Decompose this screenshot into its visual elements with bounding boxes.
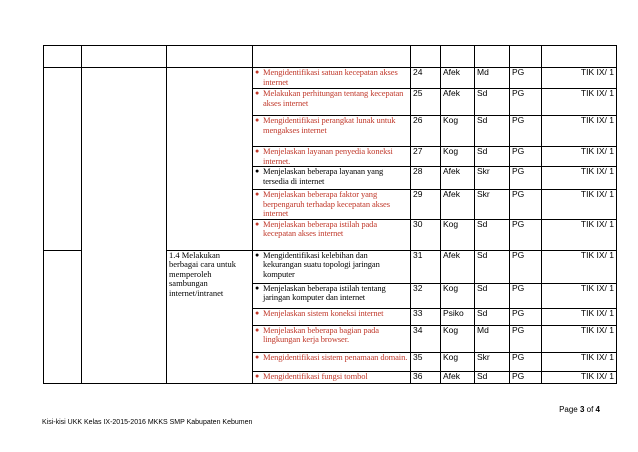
question-number: 25	[411, 89, 441, 116]
cognitive-level: Afek	[441, 190, 475, 220]
left-empty-cell	[82, 68, 167, 384]
question-code: TIK IX/ 1	[542, 89, 617, 116]
indicator-text: Mengidentifikasi fungsi tombol	[263, 371, 368, 381]
empty-cell	[542, 46, 617, 68]
indicator-text: Menjelaskan sistem koneksi internet	[263, 308, 384, 318]
difficulty-level: Sd	[475, 250, 510, 283]
cognitive-level: Psiko	[441, 308, 475, 325]
indicator-text: Melakukan perhitungan tentang kecepatan akses internet	[263, 88, 404, 108]
question-form: PG	[510, 219, 542, 250]
indicator-cell	[253, 283, 411, 308]
question-code: TIK IX/ 1	[542, 116, 617, 147]
indicator-text: Mengidentifikasi kelebihan dan kekurangan suatu topologi jaringan komputer	[263, 250, 380, 279]
page-number: Page 3 of 4	[559, 405, 600, 414]
difficulty-level: Skr	[475, 167, 510, 190]
bullet-icon: ●	[255, 147, 260, 155]
question-code: TIK IX/ 1	[542, 190, 617, 220]
cognitive-level: Afek	[441, 371, 475, 383]
question-code: TIK IX/ 1	[542, 371, 617, 383]
question-code: TIK IX/ 1	[542, 219, 617, 250]
indicator-cell	[253, 116, 411, 147]
indicator-item	[255, 251, 408, 280]
empty-cell	[475, 46, 510, 68]
bullet-icon: ●	[255, 250, 260, 259]
indicator-text: Mengidentifikasi satuan kecepatan akses internet	[263, 67, 398, 87]
difficulty-level: Sd	[475, 308, 510, 325]
indicator-cell	[253, 352, 411, 371]
difficulty-level: Skr	[475, 190, 510, 220]
cognitive-level: Afek	[441, 68, 475, 89]
empty-cell	[253, 46, 411, 68]
question-number: 35	[411, 352, 441, 371]
indicator-item	[255, 284, 408, 303]
cognitive-level: Kog	[441, 352, 475, 371]
indicator-item	[255, 89, 408, 108]
indicator-item	[255, 309, 408, 319]
cognitive-level: Afek	[441, 167, 475, 190]
question-form: PG	[510, 371, 542, 383]
indicator-text: Menjelaskan beberapa faktor yang berpengaruh terhadap kecepatan akses internet	[263, 189, 390, 218]
bullet-icon: ●	[255, 190, 260, 198]
indicator-cell	[253, 325, 411, 352]
question-number: 36	[411, 371, 441, 383]
blueprint-table	[43, 45, 617, 384]
question-form: PG	[510, 250, 542, 283]
empty-cell	[44, 46, 82, 68]
question-form: PG	[510, 308, 542, 325]
left-empty-cell	[44, 250, 82, 383]
document-title: Kisi-kisi UKK Kelas IX-2015-2016 MKKS SMP Kabupaten Kebumen	[42, 419, 253, 426]
question-code: TIK IX/ 1	[542, 147, 617, 167]
question-number: 32	[411, 283, 441, 308]
indicator-cell	[253, 167, 411, 190]
bullet-icon: ●	[255, 89, 260, 97]
question-number: 28	[411, 167, 441, 190]
question-form: PG	[510, 352, 542, 371]
indicator-item	[255, 190, 408, 219]
indicator-item	[255, 326, 408, 345]
difficulty-level: Skr	[475, 352, 510, 371]
bullet-icon: ●	[255, 325, 260, 334]
question-number: 34	[411, 325, 441, 352]
bullet-icon: ●	[255, 167, 260, 175]
bullet-icon: ●	[255, 283, 260, 292]
question-code: TIK IX/ 1	[542, 308, 617, 325]
bullet-icon: ●	[255, 352, 260, 361]
question-form: PG	[510, 89, 542, 116]
competency-empty-cell	[167, 68, 253, 251]
indicator-text: Mengidentifikasi sistem penamaan domain.	[263, 352, 408, 362]
question-code: TIK IX/ 1	[542, 352, 617, 371]
question-code: TIK IX/ 1	[542, 283, 617, 308]
question-number: 24	[411, 68, 441, 89]
cognitive-level: Afek	[441, 250, 475, 283]
question-number: 33	[411, 308, 441, 325]
difficulty-level: Sd	[475, 147, 510, 167]
question-form: PG	[510, 167, 542, 190]
bullet-icon: ●	[255, 116, 260, 124]
question-form: PG	[510, 325, 542, 352]
empty-cell	[510, 46, 542, 68]
question-number: 29	[411, 190, 441, 220]
question-form: PG	[510, 147, 542, 167]
indicator-item	[255, 116, 408, 135]
table-body	[44, 46, 617, 384]
difficulty-level: Md	[475, 325, 510, 352]
indicator-item	[255, 147, 408, 166]
bullet-icon: ●	[255, 219, 260, 228]
cognitive-level: Kog	[441, 325, 475, 352]
difficulty-level: Sd	[475, 89, 510, 116]
empty-cell	[167, 46, 253, 68]
difficulty-level: Sd	[475, 371, 510, 383]
indicator-cell	[253, 147, 411, 167]
blank-header-row	[44, 46, 617, 68]
indicator-cell	[253, 190, 411, 220]
indicator-text: Menjelaskan beberapa istilah pada kecepatan akses internet	[263, 219, 377, 238]
bullet-icon: ●	[255, 371, 260, 380]
cognitive-level: Kog	[441, 147, 475, 167]
question-code: TIK IX/ 1	[542, 325, 617, 352]
bullet-icon: ●	[255, 68, 260, 76]
difficulty-level: Sd	[475, 283, 510, 308]
indicator-cell	[253, 219, 411, 250]
difficulty-level: Md	[475, 68, 510, 89]
indicator-item	[255, 167, 408, 186]
cognitive-level: Kog	[441, 219, 475, 250]
indicator-text: Mengidentifikasi perangkat lunak untuk mengakses internet	[263, 115, 396, 135]
difficulty-level: Sd	[475, 219, 510, 250]
table-row	[44, 68, 617, 89]
difficulty-level: Sd	[475, 116, 510, 147]
indicator-text: Menjelaskan layanan penyedia koneksi internet.	[263, 146, 393, 166]
indicator-item	[255, 68, 408, 87]
indicator-cell	[253, 68, 411, 89]
question-form: PG	[510, 68, 542, 89]
indicator-item	[255, 353, 408, 363]
question-form: PG	[510, 190, 542, 220]
question-form: PG	[510, 283, 542, 308]
question-form: PG	[510, 116, 542, 147]
left-empty-cell	[44, 68, 82, 251]
indicator-text: Menjelaskan beberapa bagian pada lingkungan kerja browser.	[263, 325, 379, 344]
indicator-cell	[253, 371, 411, 383]
indicator-cell	[253, 308, 411, 325]
question-number: 30	[411, 219, 441, 250]
indicator-text: Menjelaskan beberapa istilah tentang jaringan komputer dan internet	[263, 283, 386, 302]
cognitive-level: Kog	[441, 116, 475, 147]
question-number: 27	[411, 147, 441, 167]
cognitive-level: Kog	[441, 283, 475, 308]
empty-cell	[411, 46, 441, 68]
indicator-cell	[253, 250, 411, 283]
empty-cell	[441, 46, 475, 68]
cognitive-level: Afek	[441, 89, 475, 116]
question-number: 26	[411, 116, 441, 147]
question-code: TIK IX/ 1	[542, 68, 617, 89]
competency-cell: 1.4 Melakukan berbagai cara untuk memperoleh sambungan internet/intranet	[167, 250, 253, 383]
indicator-text: Menjelaskan beberapa layanan yang tersedia di internet	[263, 166, 384, 186]
question-code: TIK IX/ 1	[542, 250, 617, 283]
indicator-item	[255, 220, 408, 239]
empty-cell	[82, 46, 167, 68]
indicator-cell	[253, 89, 411, 116]
question-number: 31	[411, 250, 441, 283]
bullet-icon: ●	[255, 308, 260, 317]
question-code: TIK IX/ 1	[542, 167, 617, 190]
indicator-item	[255, 372, 408, 382]
